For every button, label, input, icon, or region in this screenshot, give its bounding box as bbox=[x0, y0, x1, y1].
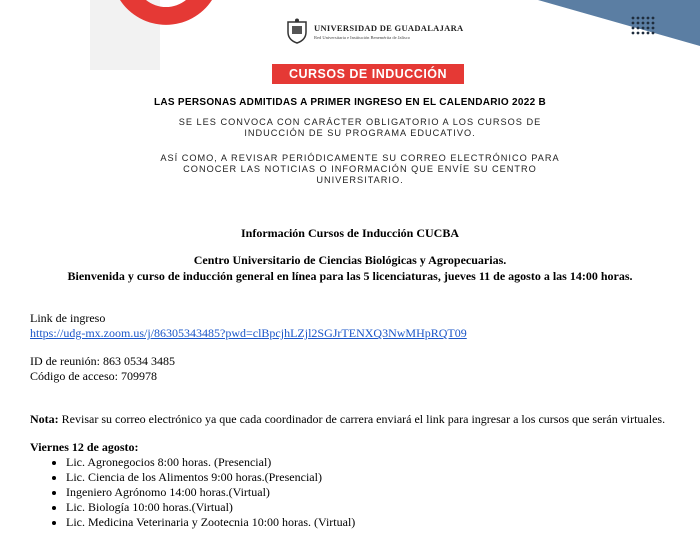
welcome-line: Bienvenida y curso de inducción general en línea para las 5 licenciaturas, jueves 11 de agosto a las 14:00 horas. bbox=[67, 269, 633, 283]
link-label: Link de ingreso bbox=[30, 311, 106, 325]
note-label: Nota: bbox=[30, 412, 59, 426]
schedule-list bbox=[30, 455, 355, 530]
list-item: • Ingeniero Agrónomo 14:00 horas.(Virtual) bbox=[66, 485, 355, 500]
list-item: • Lic. Biología 10:00 horas.(Virtual) bbox=[66, 500, 355, 515]
info-title: Información Cursos de Inducción CUCBA bbox=[240, 226, 460, 240]
meeting-id: ID de reunión: 863 0534 3485 bbox=[30, 354, 175, 368]
access-code: Código de acceso: 709978 bbox=[30, 369, 157, 383]
mandatory-notice: SE LES CONVOCA CON CARÁCTER OBLIGATORIO A LOS CURSOS DE INDUCCIÓN DE SU PROGRAMA EDUCATIVO. bbox=[178, 117, 542, 138]
note-text: Revisar su correo electrónico ya que cada coordinador de carrera enviará el link para ingresar a los cursos que serán virtuales. bbox=[58, 412, 666, 426]
centro-name: Centro Universitario de Ciencias Biológicas y Agropecuarias. bbox=[193, 253, 507, 267]
list-item: • Lic. Ciencia de los Alimentos 9:00 horas.(Presencial) bbox=[66, 470, 355, 485]
schedule-title: Viernes 12 de agosto: bbox=[30, 440, 139, 454]
list-item: • Lic. Agronegocios 8:00 horas. (Presencial) bbox=[66, 455, 355, 470]
note bbox=[30, 412, 695, 427]
meeting-details bbox=[30, 354, 175, 384]
announcement-banner bbox=[0, 0, 700, 240]
university-logo bbox=[286, 18, 463, 44]
blue-triangle-decoration bbox=[538, 0, 700, 46]
university-name: UNIVERSIDAD DE GUADALAJARA bbox=[314, 22, 464, 33]
courses-pill-label: CURSOS DE INDUCCIÓN bbox=[272, 64, 464, 84]
list-item: • Lic. Medicina Veterinaria y Zootecnia 10:00 horas. (Virtual) bbox=[66, 515, 355, 530]
email-notice: ASÍ COMO, A REVISAR PERIÓDICAMENTE SU CORREO ELECTRÓNICO PARA CONOCER LAS NOTICIAS O INFORMACIÓN QUE ENVÍE SU CENTRO UNIVERSITARIO. bbox=[160, 153, 560, 185]
seal-icon bbox=[286, 18, 308, 44]
zoom-link[interactable]: https://udg-mx.zoom.us/j/86305343485?pwd=clBpcjhLZjl2SGJrTENXQ3NwMHpRQT09 bbox=[30, 326, 467, 340]
admission-headline: LAS PERSONAS ADMITIDAS A PRIMER INGRESO EN EL CALENDARIO 2022 B bbox=[153, 97, 547, 108]
red-ring-decoration bbox=[0, 0, 215, 70]
schedule bbox=[30, 440, 355, 530]
university-subtitle: Red Universitaria e Institución Benemérita de Jalisco bbox=[314, 34, 410, 40]
